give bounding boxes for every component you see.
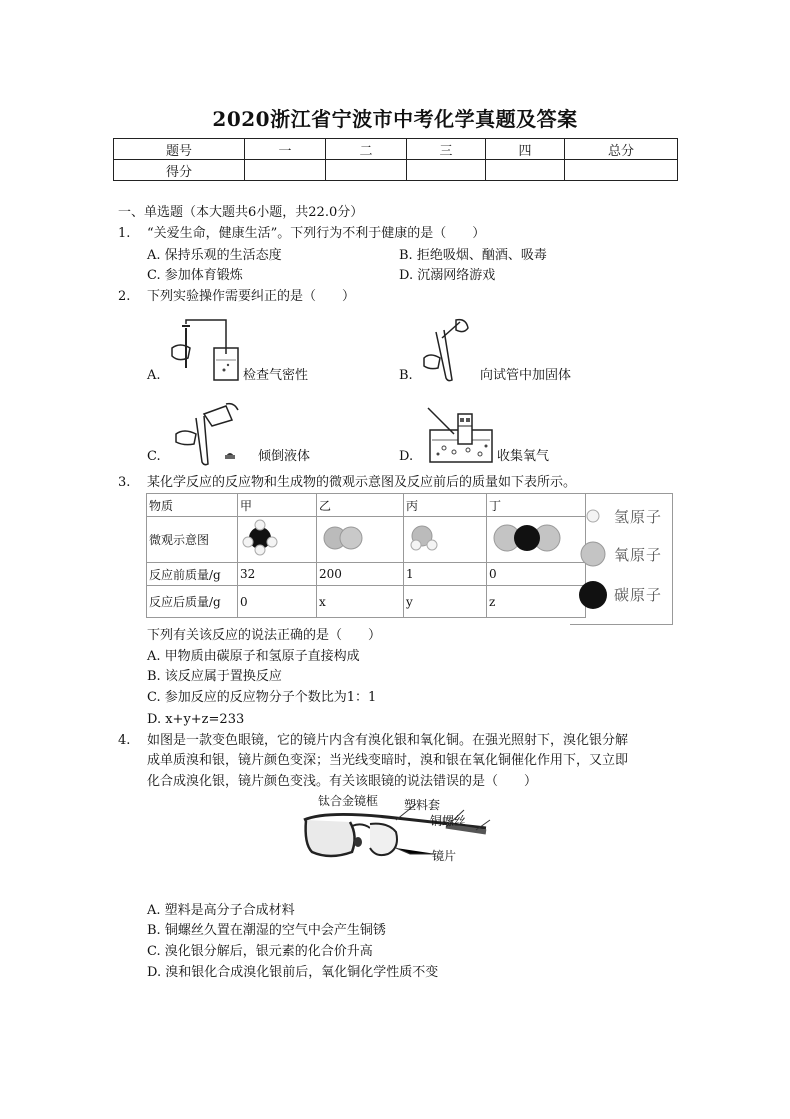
- collect-oxygen-image: [424, 404, 496, 466]
- hydrogen-atom-icon: [576, 500, 610, 532]
- molecule-jia: [238, 517, 317, 563]
- glasses-label-lens: 镜片: [432, 849, 457, 863]
- q4-option-c: C. 溴化银分解后，银元素的化合价升高: [147, 944, 373, 959]
- oxygen-molecule-icon: [319, 518, 369, 558]
- score-header-cell: 总分: [565, 139, 678, 160]
- score-table: [113, 138, 678, 181]
- pour-liquid-image: [168, 400, 248, 466]
- q3-option-d: D. x+y+z=233: [147, 712, 245, 727]
- q3-header-cell: 丁: [487, 494, 586, 517]
- q2-number: 2.: [118, 289, 131, 304]
- q3-cell: 1: [404, 563, 487, 586]
- legend-carbon-label: 碳原子: [614, 586, 663, 604]
- score-row: [114, 160, 678, 181]
- score-header-cell: 一: [245, 139, 326, 160]
- q3-cell: y: [404, 586, 487, 618]
- airtight-check-image: [168, 318, 242, 384]
- q2-option-a-text: 检查气密性: [243, 368, 309, 383]
- co2-molecule-icon: [489, 518, 569, 558]
- q3-micro-label: 微观示意图: [147, 517, 238, 563]
- score-cell: [486, 160, 565, 181]
- q4-option-a: A. 塑料是高分子合成材料: [147, 903, 295, 918]
- glasses-label-screw: 铜螺丝: [430, 814, 467, 828]
- score-header-cell: 题号: [114, 139, 245, 160]
- q3-table-bottom-border: [570, 624, 673, 625]
- q1-number: 1.: [118, 226, 131, 241]
- q3-table-top-border: [570, 493, 673, 494]
- q3-header-cell: 甲: [238, 494, 317, 517]
- q1-option-c: C. 参加体育锻炼: [147, 268, 243, 283]
- q3-ask: 下列有关该反应的说法正确的是（ ）: [147, 628, 382, 643]
- score-header-row: [114, 139, 678, 160]
- q4-stem-line2: 成单质溴和银，镜片颜色变深；当光线变暗时，溴和银在氧化铜催化作用下，又立即: [147, 753, 629, 768]
- q3-cell: 0: [238, 586, 317, 618]
- q3-cell: z: [487, 586, 586, 618]
- q2-stem: 下列实验操作需要纠正的是（ ）: [147, 289, 356, 304]
- q3-cell: x: [317, 586, 404, 618]
- q3-header-cell: 物质: [147, 494, 238, 517]
- q4-number: 4.: [118, 733, 131, 748]
- q1-option-a: A. 保持乐观的生活态度: [147, 248, 282, 263]
- score-cell: [245, 160, 326, 181]
- q1-option-b: B. 拒绝吸烟、酗酒、吸毒: [399, 248, 547, 263]
- score-header-cell: 二: [326, 139, 407, 160]
- q4-option-d: D. 溴和银化合成溴化银前后，氧化铜化学性质不变: [147, 965, 439, 980]
- q3-cell: 反应后质量/g: [147, 586, 238, 618]
- q4-stem-line3: 化合成溴化银，镜片颜色变浅。有关该眼镜的说法错误的是（ ）: [147, 774, 538, 789]
- q2-option-d-text: 收集氧气: [497, 449, 550, 464]
- q3-option-b: B. 该反应属于置换反应: [147, 669, 282, 684]
- q3-header-cell: 乙: [317, 494, 404, 517]
- q1-stem: “关爱生命，健康生活”。下列行为不利于健康的是（ ）: [147, 226, 486, 241]
- q4-stem-line1: 如图是一款变色眼镜，它的镜片内含有溴化银和氧化铜。在强光照射下，溴化银分解: [147, 733, 629, 748]
- q3-cell: 200: [317, 563, 404, 586]
- glasses-label-plastic: 塑料套: [404, 798, 441, 812]
- q2-option-b-text: 向试管中加固体: [480, 368, 572, 383]
- legend-oxygen-label: 氧原子: [614, 546, 663, 564]
- q3-header-cell: 丙: [404, 494, 487, 517]
- glasses-label-frame: 钛合金镜框: [318, 794, 379, 808]
- score-row-label: 得分: [114, 160, 245, 181]
- q2-option-d-letter: D.: [399, 449, 414, 464]
- molecule-yi: [317, 517, 404, 563]
- q3-cell: 0: [487, 563, 586, 586]
- page-title: 2020浙江省宁波市中考化学真题及答案: [212, 107, 578, 131]
- score-cell: [326, 160, 407, 181]
- legend-hydrogen-label: 氢原子: [614, 508, 663, 526]
- molecule-ding: [487, 517, 586, 563]
- q1-option-d: D. 沉溺网络游戏: [399, 268, 496, 283]
- q3-option-c: C. 参加反应的反应物分子个数比为1：1: [147, 690, 377, 705]
- q2-option-c-letter: C.: [147, 449, 161, 464]
- legend-hydrogen: [576, 500, 672, 532]
- q2-option-b-letter: B.: [399, 368, 413, 383]
- score-header-cell: 三: [407, 139, 486, 160]
- water-molecule-icon: [406, 518, 446, 558]
- score-cell: [407, 160, 486, 181]
- section-heading: 一、单选题（本大题共6小题，共22.0分）: [118, 205, 364, 220]
- q3-number: 3.: [118, 475, 131, 490]
- q3-table-right-border: [672, 493, 673, 625]
- methane-molecule-icon: [240, 518, 280, 558]
- molecule-bing: [404, 517, 487, 563]
- q3-option-a: A. 甲物质由碳原子和氢原子直接构成: [147, 649, 360, 664]
- legend-oxygen: [576, 538, 672, 570]
- q3-cell: 32: [238, 563, 317, 586]
- carbon-atom-icon: [576, 578, 610, 612]
- legend-carbon: [576, 578, 672, 610]
- oxygen-atom-icon: [576, 538, 610, 570]
- q2-option-a-letter: A.: [147, 368, 161, 383]
- q2-option-c-text: 倾倒液体: [258, 449, 311, 464]
- q3-cell: 反应前质量/g: [147, 563, 238, 586]
- q3-stem: 某化学反应的反应物和生成物的微观示意图及反应前后的质量如下表所示。: [147, 475, 577, 490]
- score-header-cell: 四: [486, 139, 565, 160]
- q4-option-b: B. 铜螺丝久置在潮湿的空气中会产生铜锈: [147, 923, 386, 938]
- score-cell: [565, 160, 678, 181]
- add-solid-tube-image: [420, 318, 480, 384]
